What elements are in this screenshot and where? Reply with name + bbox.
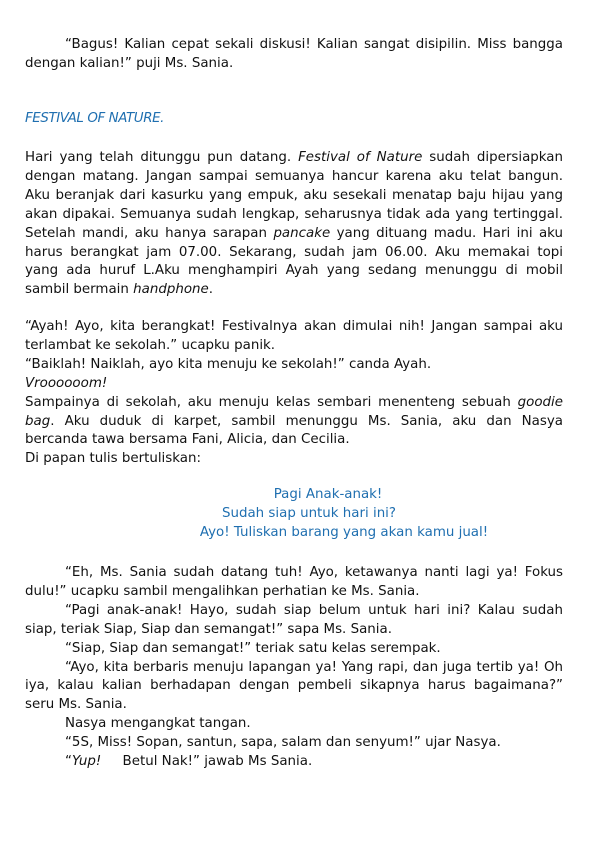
dialogue-ayah-reply: “Baiklah! Naiklah, ayo kita menuju ke sekolah!” canda Ayah.: [25, 356, 432, 372]
paragraph-school: [25, 394, 563, 451]
text-run: Betul Nak!” jawab Ms Sania.: [101, 754, 313, 770]
whiteboard-line-2: Sudah siap untuk hari ini?: [221, 505, 397, 521]
dialogue-block-2: [25, 564, 563, 772]
whiteboard-intro: Di papan tulis bertuliskan:: [25, 451, 201, 467]
text-run: sudah dipersiapkan dengan matang. Jangan sampai semuanya hancur karena aku telat bangun. Aku beranjak dari kasurku yang empuk, aku sesekali menatap baju hijau yang akan dipakai. Semuanya sudah lengkap, seharusnya tidak ada yang tertinggal. Setelah mandi, aku hanya sarapan: [25, 150, 563, 241]
italic-run: goodie bag: [25, 394, 563, 429]
whiteboard-line-3: Ayo! Tuliskan barang yang akan kamu jual!: [199, 524, 489, 540]
paragraph-morning: [25, 149, 563, 300]
sound-effect: [25, 375, 563, 394]
text-run: Sampainya di sekolah, aku menuju kelas sembari menenteng sebuah: [25, 394, 518, 410]
text-run: “: [65, 754, 72, 770]
dialogue-line: “Pagi anak-anak! Hayo, sudah siap belum untuk hari ini? Kalau sudah siap, teriak Siap, Siap dan semangat!” sapa Ms. Sania.: [25, 602, 563, 637]
paragraph-morning-text: [25, 149, 563, 300]
italic-run: Vroooooom!: [25, 375, 108, 391]
section-heading: FESTIVAL OF NATURE.: [25, 111, 165, 126]
dialogue-line: “Eh, Ms. Sania sudah datang tuh! Ayo, ketawanya nanti lagi ya! Fokus dulu!” ucapku sambil mengalihkan perhatian ke Ms. Sania.: [25, 565, 563, 599]
section-heading-block: [25, 110, 563, 129]
text-run: . Aku duduk di karpet, sambil menunggu Ms. Sania, aku dan Nasya bercanda tawa bersama Fani, Alicia, dan Cecilia.: [25, 413, 563, 448]
intro-text: “Bagus! Kalian cepat sekali diskusi! Kalian sangat disipilin. Miss bangga dengan kalian!” puji Ms. Sania.: [25, 37, 563, 71]
text-run: Hari yang telah ditunggu pun datang.: [25, 150, 299, 165]
italic-run: Festival of Nature: [298, 150, 423, 165]
italic-run: pancake: [273, 225, 331, 241]
dialogue-line: [25, 753, 563, 772]
italic-run: Yup!: [71, 754, 102, 770]
dialogue-block-1: [25, 318, 563, 469]
dialogue-ayah: “Ayah! Ayo, kita berangkat! Festivalnya akan dimulai nih! Jangan sampai aku terlambat ke sekolah.” ucapku panik.: [25, 319, 563, 353]
narration-line: Nasya mengangkat tangan.: [65, 716, 251, 732]
whiteboard-text: [25, 486, 563, 543]
intro-paragraph: [25, 36, 563, 74]
text-run: yang dituang madu. Hari ini aku harus berangkat jam 07.00. Sekarang, sudah jam 06.00. Aku memakai topi yang ada huruf L.Aku menghampiri Ayah yang sedang menunggu di mobil sambil bermain: [25, 225, 563, 298]
text-run: .: [208, 282, 214, 298]
dialogue-line: “Siap, Siap dan semangat!” teriak satu kelas serempak.: [65, 640, 441, 656]
dialogue-line: “5S, Miss! Sopan, santun, sapa, salam dan senyum!” ujar Nasya.: [65, 735, 501, 751]
whiteboard-line-1: Pagi Anak-anak!: [273, 487, 383, 502]
dialogue-line: “Ayo, kita berbaris menuju lapangan ya! Yang rapi, dan juga tertib ya! Oh iya, kalau kalian berhadapan dengan pembeli sikapnya harus bagaimana?” seru Ms. Sania.: [25, 659, 563, 713]
italic-run: handphone: [133, 282, 209, 298]
